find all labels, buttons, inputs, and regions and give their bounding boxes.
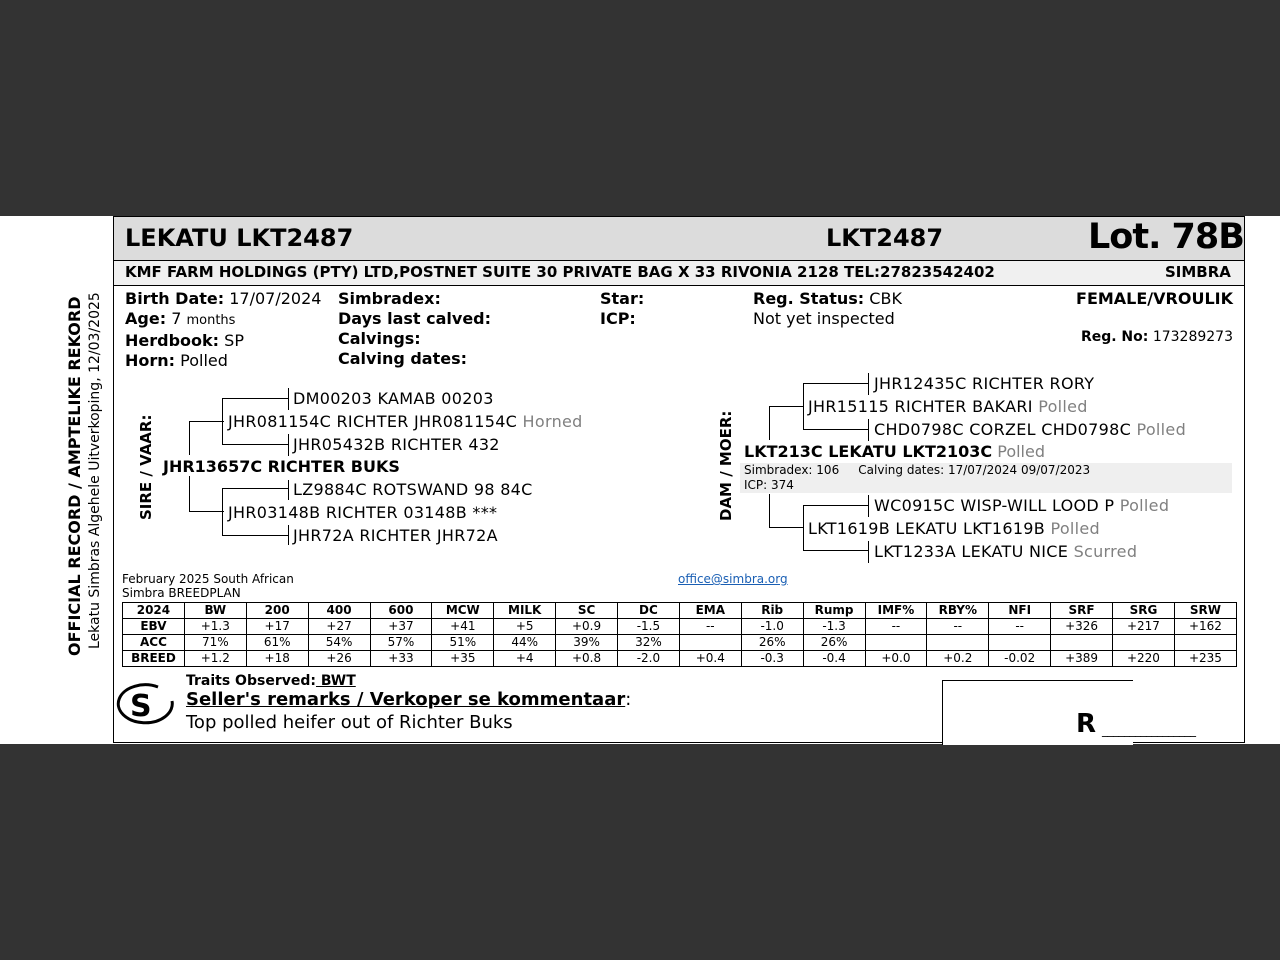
reg-no-row bbox=[1081, 329, 1233, 345]
ebv-cell: 32% bbox=[618, 635, 680, 651]
birth-date-label: Birth Date: bbox=[125, 289, 225, 308]
reg-status-value: CBK bbox=[869, 289, 902, 308]
price-prefix: R bbox=[1076, 709, 1097, 739]
ebv-cell: -- bbox=[865, 619, 927, 635]
ebv-cell bbox=[927, 635, 989, 651]
ebv-header-cell: NFI bbox=[989, 603, 1051, 619]
ebv-row bbox=[123, 651, 1237, 667]
sire-bracket-line bbox=[189, 511, 224, 512]
details-col-2 bbox=[338, 289, 491, 369]
ebv-row bbox=[123, 635, 1237, 651]
dam-dam-horn: Polled bbox=[1050, 519, 1101, 538]
herdbook-row bbox=[125, 331, 321, 351]
remarks-text: Top polled heifer out of Richter Buks bbox=[186, 712, 513, 733]
dam-dam-dam-horn: Scurred bbox=[1073, 542, 1138, 561]
ebv-cell: +18 bbox=[246, 651, 308, 667]
breedplan-line-1: February 2025 South African bbox=[122, 572, 294, 586]
ebv-row-label: EBV bbox=[123, 619, 185, 635]
ebv-header-cell: 400 bbox=[308, 603, 370, 619]
sale-name-label: Lekatu Simbras Algehele Uitverkoping, 12/03/2025 bbox=[87, 292, 103, 649]
animal-name: LEKATU LKT2487 bbox=[125, 224, 354, 252]
sire-dam-sire: LZ9884C ROTSWAND 98 84C bbox=[293, 480, 533, 499]
ebv-cell: +5 bbox=[494, 619, 556, 635]
reg-status-row bbox=[753, 289, 902, 309]
dam-bracket-line bbox=[803, 383, 804, 406]
sire-sire-dam: JHR05432B RICHTER 432 bbox=[293, 435, 500, 454]
ebv-table bbox=[122, 602, 1237, 667]
ebv-cell: +26 bbox=[308, 651, 370, 667]
horn-row bbox=[125, 351, 321, 371]
ebv-cell: 26% bbox=[803, 635, 865, 651]
dam-sire-dam bbox=[874, 420, 1186, 439]
dam-info-box bbox=[740, 463, 1232, 493]
ebv-cell bbox=[679, 635, 741, 651]
sire-bracket-line bbox=[222, 422, 223, 444]
age-value: 7 bbox=[171, 309, 182, 328]
dam-dam-name: LKT1619B LEKATU LKT1619B bbox=[808, 519, 1046, 538]
ebv-header-cell: Rib bbox=[741, 603, 803, 619]
details-col-1 bbox=[125, 289, 321, 371]
breedplan-line-2: Simbra BREEDPLAN bbox=[122, 586, 241, 600]
ebv-cell: +0.0 bbox=[865, 651, 927, 667]
ebv-cell: +4 bbox=[494, 651, 556, 667]
ebv-cell: +217 bbox=[1113, 619, 1175, 635]
ebv-cell: 39% bbox=[556, 635, 618, 651]
dam-horn: Polled bbox=[997, 442, 1045, 461]
ebv-header-cell: SRF bbox=[1051, 603, 1113, 619]
sire-bracket-line bbox=[222, 488, 223, 511]
traits-label: Traits Observed: bbox=[186, 673, 316, 689]
dam-sire-name: JHR15115 RICHTER BAKARI bbox=[808, 397, 1033, 416]
lot-number: Lot. 78B bbox=[1088, 217, 1244, 257]
sire-label: SIRE / VAAR: bbox=[137, 414, 155, 520]
inspection-status: Not yet inspected bbox=[753, 309, 895, 328]
reg-status-label: Reg. Status: bbox=[753, 289, 865, 308]
star-label: Star: bbox=[600, 289, 645, 308]
owner-details: KMF FARM HOLDINGS (PTY) LTD,POSTNET SUITE 30 PRIVATE BAG X 33 RIVONIA 2128 TEL:27823542402 bbox=[125, 263, 995, 281]
remarks-heading bbox=[186, 689, 631, 710]
ebv-cell: +0.8 bbox=[556, 651, 618, 667]
dam-calving-dates: Calving dates: 17/07/2024 09/07/2023 bbox=[858, 463, 1091, 477]
age-row bbox=[125, 309, 321, 331]
ebv-cell: 44% bbox=[494, 635, 556, 651]
animal-id: LKT2487 bbox=[826, 224, 944, 252]
dam-sire bbox=[808, 397, 1088, 416]
ebv-cell: +220 bbox=[1113, 651, 1175, 667]
dam-sire-sire: JHR12435C RICHTER RORY bbox=[874, 374, 1095, 393]
dam-name-row bbox=[744, 442, 1045, 461]
ebv-header-cell: 2024 bbox=[123, 603, 185, 619]
ebv-cell: -- bbox=[989, 619, 1051, 635]
dam-dam-sire bbox=[874, 496, 1169, 515]
dam-label: DAM / MOER: bbox=[717, 410, 735, 521]
ebv-cell: +162 bbox=[1174, 619, 1236, 635]
dam-bracket-line bbox=[803, 505, 804, 527]
sire-sire bbox=[228, 412, 583, 431]
ebv-header-cell: EMA bbox=[679, 603, 741, 619]
ebv-cell: +1.2 bbox=[184, 651, 246, 667]
dam-bracket-line bbox=[803, 429, 869, 430]
simbra-logo-icon bbox=[114, 681, 176, 729]
sire-bracket-line bbox=[222, 398, 223, 422]
sire-bracket-line bbox=[222, 535, 288, 536]
sire-bracket-line bbox=[189, 421, 224, 422]
ebv-cell: +27 bbox=[308, 619, 370, 635]
dam-bracket-line bbox=[803, 528, 804, 550]
details-col-4 bbox=[753, 289, 902, 329]
dam-bracket-line bbox=[769, 494, 770, 528]
simbradex-label: Simbradex: bbox=[338, 289, 441, 308]
sex-label: FEMALE/VROULIK bbox=[1076, 289, 1233, 308]
ebv-cell bbox=[1113, 635, 1175, 651]
icp-label: ICP: bbox=[600, 309, 636, 328]
sire-bracket-line bbox=[222, 488, 288, 489]
ebv-header-cell: 600 bbox=[370, 603, 432, 619]
dam-dam-sire-horn: Polled bbox=[1119, 496, 1170, 515]
ebv-cell: -0.4 bbox=[803, 651, 865, 667]
sire-bracket-line bbox=[288, 525, 289, 545]
breedplan-caption bbox=[122, 572, 294, 600]
dam-dam-sire-name: WC0915C WISP-WILL LOOD P bbox=[874, 496, 1115, 515]
dam-bracket-line bbox=[868, 495, 869, 517]
ebv-cell: 61% bbox=[246, 635, 308, 651]
dam-icp: ICP: 374 bbox=[744, 478, 794, 492]
dam-bracket-line bbox=[868, 541, 869, 563]
ebv-header-cell: RBY% bbox=[927, 603, 989, 619]
ebv-cell bbox=[1051, 635, 1113, 651]
ebv-cell: +35 bbox=[432, 651, 494, 667]
dam-sire-dam-horn: Polled bbox=[1136, 420, 1187, 439]
remarks-colon: : bbox=[625, 689, 632, 710]
sire-sire-sire: DM00203 KAMAB 00203 bbox=[293, 389, 494, 408]
ebv-cell: +33 bbox=[370, 651, 432, 667]
reg-no-value: 173289273 bbox=[1152, 329, 1233, 345]
calving-dates-label: Calving dates: bbox=[338, 349, 468, 368]
dam-simbradex: Simbradex: 106 bbox=[744, 463, 840, 477]
ebv-cell: 26% bbox=[741, 635, 803, 651]
ebv-cell: -2.0 bbox=[618, 651, 680, 667]
dam-bracket-line bbox=[803, 407, 804, 429]
traits-value: BWT bbox=[315, 673, 356, 689]
sire-bracket-line bbox=[189, 421, 190, 455]
details-col-3 bbox=[600, 289, 644, 329]
herdbook-label: Herdbook: bbox=[125, 331, 220, 350]
sire-dam: JHR03148B RICHTER 03148B *** bbox=[228, 503, 498, 522]
email-link[interactable]: office@simbra.org bbox=[678, 572, 788, 586]
catalogue-page bbox=[0, 216, 1280, 744]
breed-name: SIMBRA bbox=[1165, 263, 1231, 281]
dam-bracket-line bbox=[769, 406, 770, 440]
dam-bracket-line bbox=[803, 505, 869, 506]
ebv-cell: -1.0 bbox=[741, 619, 803, 635]
ebv-header-cell: MILK bbox=[494, 603, 556, 619]
sire-dam-dam: JHR72A RICHTER JHR72A bbox=[293, 526, 498, 545]
ebv-cell: -- bbox=[679, 619, 741, 635]
ebv-cell: -0.3 bbox=[741, 651, 803, 667]
ebv-cell: 71% bbox=[184, 635, 246, 651]
horn-label: Horn: bbox=[125, 351, 176, 370]
dam-sire-horn: Polled bbox=[1038, 397, 1088, 416]
dam-sire-dam-name: CHD0798C CORZEL CHD0798C bbox=[874, 420, 1132, 439]
sire-bracket-line bbox=[189, 476, 190, 512]
ebv-cell bbox=[989, 635, 1051, 651]
ebv-cell: +235 bbox=[1174, 651, 1236, 667]
ebv-header-cell: IMF% bbox=[865, 603, 927, 619]
dam-bracket-line bbox=[803, 550, 869, 551]
dam-bracket-line bbox=[868, 373, 869, 395]
dam-bracket-line bbox=[769, 527, 804, 528]
ebv-header-cell: 200 bbox=[246, 603, 308, 619]
ebv-cell: 54% bbox=[308, 635, 370, 651]
dam-bracket-line bbox=[769, 406, 804, 407]
ebv-cell: 57% bbox=[370, 635, 432, 651]
ebv-cell: +41 bbox=[432, 619, 494, 635]
traits-row bbox=[186, 673, 356, 689]
days-last-calved-label: Days last calved: bbox=[338, 309, 492, 328]
horn-value: Polled bbox=[180, 351, 228, 370]
dam-name: LKT213C LEKATU LKT2103C bbox=[744, 442, 993, 461]
ebv-cell bbox=[865, 635, 927, 651]
ebv-cell: +1.3 bbox=[184, 619, 246, 635]
ebv-cell: -1.3 bbox=[803, 619, 865, 635]
ebv-cell: 51% bbox=[432, 635, 494, 651]
ebv-cell: +17 bbox=[246, 619, 308, 635]
ebv-header-row bbox=[123, 603, 1237, 619]
sire-name: JHR13657C RICHTER BUKS bbox=[163, 457, 400, 476]
birth-date-row bbox=[125, 289, 321, 309]
ebv-cell: -- bbox=[927, 619, 989, 635]
ebv-header-cell: SC bbox=[556, 603, 618, 619]
ebv-row-label: BREED bbox=[123, 651, 185, 667]
ebv-header-cell: SRW bbox=[1174, 603, 1236, 619]
dam-dam-dam bbox=[874, 542, 1137, 561]
dam-stats-row bbox=[744, 463, 1232, 478]
sire-bracket-line bbox=[288, 388, 289, 410]
dam-bracket-line bbox=[868, 419, 869, 441]
official-record-label: OFFICIAL RECORD / AMPTELIKE REKORD bbox=[65, 296, 84, 656]
ebv-cell: +37 bbox=[370, 619, 432, 635]
sire-bracket-line bbox=[288, 434, 289, 456]
sire-bracket-line bbox=[222, 512, 223, 535]
ebv-header-cell: MCW bbox=[432, 603, 494, 619]
ebv-cell: +326 bbox=[1051, 619, 1113, 635]
ebv-cell: -1.5 bbox=[618, 619, 680, 635]
ebv-cell: +0.9 bbox=[556, 619, 618, 635]
sire-sire-name: JHR081154C RICHTER JHR081154C bbox=[228, 412, 518, 431]
age-label: Age: bbox=[125, 309, 167, 328]
sire-bracket-line bbox=[222, 398, 288, 399]
ebv-cell bbox=[1174, 635, 1236, 651]
ebv-header-cell: BW bbox=[184, 603, 246, 619]
price-line[interactable]: _________________ bbox=[1102, 723, 1196, 737]
ebv-header-cell: SRG bbox=[1113, 603, 1175, 619]
dam-dam-dam-name: LKT1233A LEKATU NICE bbox=[874, 542, 1069, 561]
birth-date-value: 17/07/2024 bbox=[229, 289, 322, 308]
ebv-cell: -0.02 bbox=[989, 651, 1051, 667]
dam-dam bbox=[808, 519, 1100, 538]
sire-bracket-line bbox=[222, 444, 288, 445]
remarks-label: Seller's remarks / Verkoper se kommentaar bbox=[186, 689, 626, 710]
ebv-cell: +0.4 bbox=[679, 651, 741, 667]
calvings-label: Calvings: bbox=[338, 329, 421, 348]
ebv-header-cell: DC bbox=[618, 603, 680, 619]
logo-letter: S bbox=[130, 689, 152, 724]
dam-bracket-line bbox=[803, 383, 869, 384]
ebv-row bbox=[123, 619, 1237, 635]
herdbook-value: SP bbox=[224, 331, 244, 350]
ebv-row-label: ACC bbox=[123, 635, 185, 651]
reg-no-label: Reg. No: bbox=[1080, 329, 1149, 345]
ebv-cell: +0.2 bbox=[927, 651, 989, 667]
sire-sire-horn: Horned bbox=[522, 412, 583, 431]
age-unit: months bbox=[186, 313, 236, 328]
ebv-cell: +389 bbox=[1051, 651, 1113, 667]
sire-bracket-line bbox=[288, 480, 289, 500]
ebv-header-cell: Rump bbox=[803, 603, 865, 619]
